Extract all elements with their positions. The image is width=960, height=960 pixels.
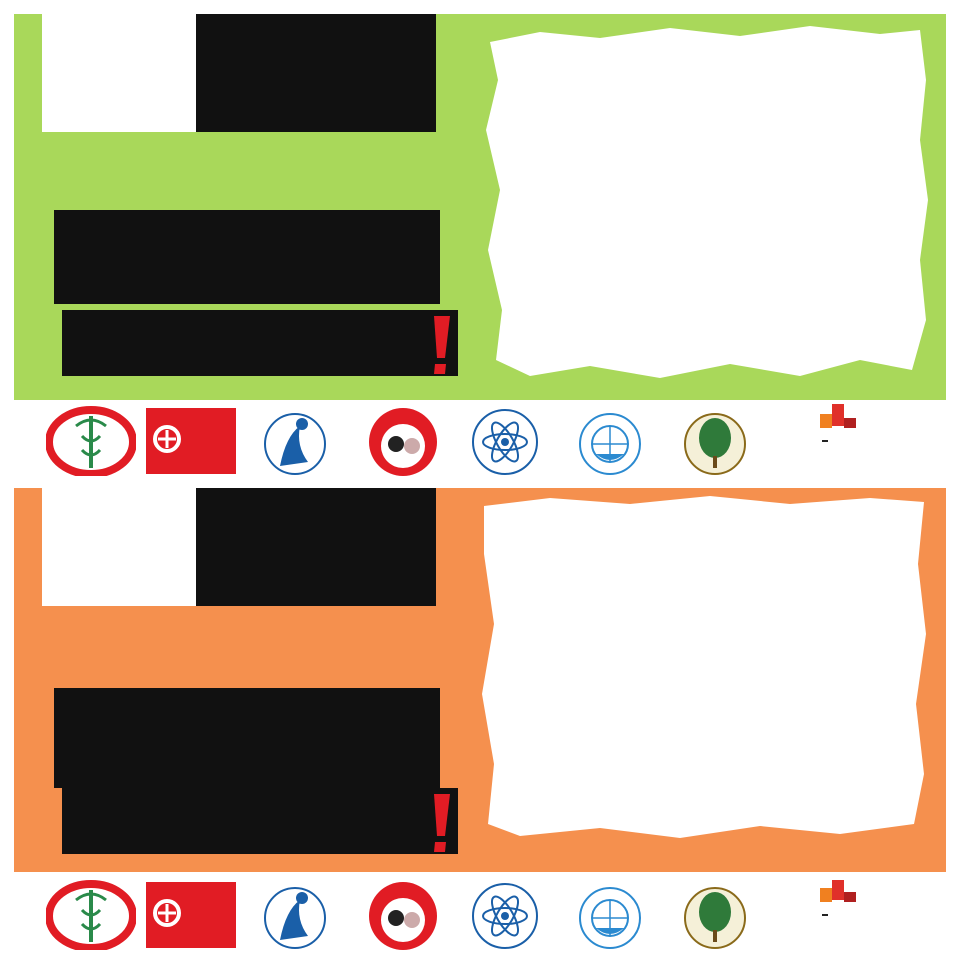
birlik-graphic: [818, 404, 858, 444]
ormancilik-logo: [670, 880, 760, 950]
message-brush-area: [480, 20, 932, 390]
message-brush-area: [480, 494, 932, 846]
birlik-dayanisma-logo: [772, 880, 912, 950]
date-month-box: [196, 488, 436, 606]
exclamation-icon: [430, 314, 452, 376]
caduceus-logo: [46, 880, 136, 950]
hashtag-box: [62, 310, 458, 376]
uzmanlar-dernegi-logo: [562, 406, 658, 476]
birlik-graphic: [818, 880, 858, 918]
brush-stroke-shape: [480, 20, 932, 390]
dayanisma-label: [822, 440, 828, 442]
dev-saglik-is-logo: [358, 880, 448, 950]
tdb-logo: [146, 408, 236, 474]
knot-icon: [152, 898, 182, 928]
uzmanlar-dernegi-logo: [562, 880, 658, 950]
atom-logo: [460, 880, 550, 950]
date-box: [42, 14, 204, 132]
slogan-box: [54, 210, 440, 304]
hashtag-box: [62, 788, 458, 854]
tdb-logo: [146, 882, 236, 948]
date-month-box: [196, 14, 436, 132]
top-panel: [14, 14, 946, 400]
exclamation-icon: [430, 792, 452, 854]
brush-stroke-shape: [480, 494, 932, 846]
date-box: [42, 488, 204, 606]
sosyal-hizmet-logo: [250, 406, 340, 476]
message-text: [510, 514, 920, 544]
dayanisma-label: [822, 914, 828, 916]
logo-strip-top: [46, 406, 914, 478]
logo-strip-bottom: [46, 880, 914, 950]
dev-saglik-is-logo: [358, 406, 448, 476]
caduceus-logo: [46, 406, 136, 476]
atom-logo: [460, 406, 550, 476]
bottom-panel: [14, 488, 946, 872]
birlik-dayanisma-logo: [772, 406, 912, 476]
knot-icon: [152, 424, 182, 454]
ormancilik-logo: [670, 406, 760, 476]
slogan-box: [54, 688, 440, 788]
sosyal-hizmet-logo: [250, 880, 340, 950]
